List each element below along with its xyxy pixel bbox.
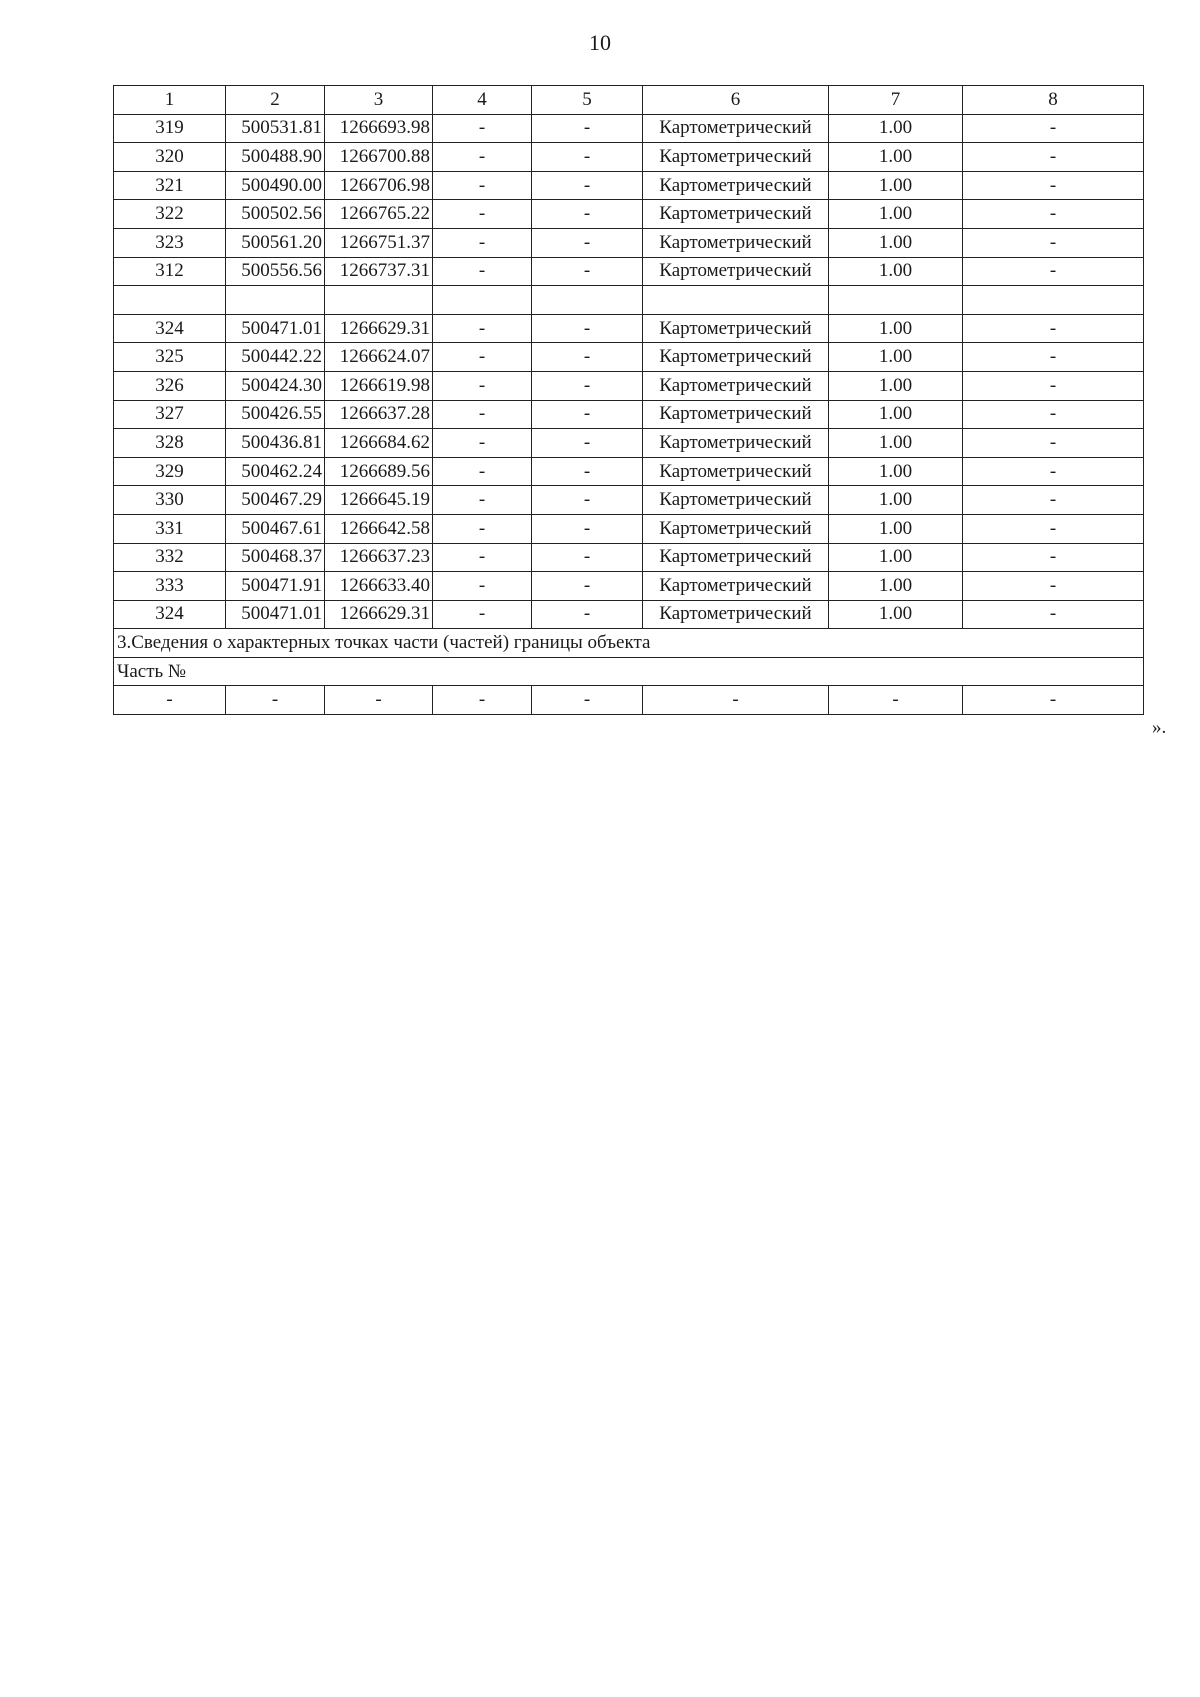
table-cell: - (532, 200, 643, 229)
table-header-row (114, 86, 1144, 115)
table-cell: 324 (114, 314, 226, 343)
part-label: Часть № (114, 657, 1144, 686)
table-cell: 500556.56 (226, 257, 325, 286)
table-cell: - (433, 114, 532, 143)
table-cell: - (532, 486, 643, 515)
table-cell: - (433, 343, 532, 372)
table-cell: - (433, 143, 532, 172)
table-cell: 1.00 (829, 543, 963, 572)
table-cell: 500471.01 (226, 600, 325, 629)
table-cell: Картометрический (643, 143, 829, 172)
table-cell (226, 286, 325, 315)
table-row (114, 257, 1144, 286)
table-cell: - (532, 228, 643, 257)
table-cell: 1266693.98 (325, 114, 433, 143)
column-number-cell: 1 (114, 86, 226, 115)
table-cell: 1266629.31 (325, 600, 433, 629)
table-cell: - (433, 543, 532, 572)
table-row (114, 514, 1144, 543)
table-cell: 1266645.19 (325, 486, 433, 515)
table-cell: - (963, 600, 1144, 629)
coordinates-table (113, 85, 1144, 715)
table-cell: Картометрический (643, 543, 829, 572)
table-cell: 1.00 (829, 200, 963, 229)
table-cell: Картометрический (643, 371, 829, 400)
table-cell: - (532, 314, 643, 343)
table-row (114, 171, 1144, 200)
table-cell: 1266706.98 (325, 171, 433, 200)
table-cell: 1266637.28 (325, 400, 433, 429)
table-cell (532, 286, 643, 315)
table-cell: 500488.90 (226, 143, 325, 172)
table-cell: - (963, 314, 1144, 343)
column-number-cell: 8 (963, 86, 1144, 115)
table-cell: 1266751.37 (325, 228, 433, 257)
table-cell: - (963, 371, 1144, 400)
closing-quote-mark: ». (1152, 717, 1167, 738)
table-cell: - (963, 457, 1144, 486)
table-cell: - (532, 400, 643, 429)
table-cell: 500471.91 (226, 572, 325, 601)
section-title-row (114, 629, 1144, 658)
table-row (114, 314, 1144, 343)
table-cell: - (963, 114, 1144, 143)
table-cell: - (226, 686, 325, 715)
table-cell: - (532, 171, 643, 200)
table-cell: - (532, 114, 643, 143)
table-cell: 1.00 (829, 429, 963, 458)
table-row (114, 286, 1144, 315)
table-cell: Картометрический (643, 200, 829, 229)
table-cell: 330 (114, 486, 226, 515)
table-cell: 500468.37 (226, 543, 325, 572)
table-cell (114, 286, 226, 315)
table-cell: Картометрический (643, 514, 829, 543)
table-cell: 332 (114, 543, 226, 572)
table-cell: 500471.01 (226, 314, 325, 343)
table-cell: 1266619.98 (325, 371, 433, 400)
table-cell: 328 (114, 429, 226, 458)
table-cell: - (963, 171, 1144, 200)
table-row (114, 600, 1144, 629)
table-cell: - (963, 686, 1144, 715)
table-cell: 500426.55 (226, 400, 325, 429)
table-cell: 319 (114, 114, 226, 143)
table-cell: - (325, 686, 433, 715)
table-cell: - (963, 543, 1144, 572)
table-cell: 1.00 (829, 171, 963, 200)
table-row (114, 543, 1144, 572)
table-cell: - (963, 228, 1144, 257)
table-cell: - (114, 686, 226, 715)
table-cell: 1.00 (829, 228, 963, 257)
table-cell (325, 286, 433, 315)
table-cell: 500424.30 (226, 371, 325, 400)
table-cell: 1.00 (829, 572, 963, 601)
table-cell: - (963, 572, 1144, 601)
table-cell: - (433, 257, 532, 286)
table-cell: 1266624.07 (325, 343, 433, 372)
table-cell: - (433, 686, 532, 715)
table-cell: - (532, 257, 643, 286)
table-cell: - (963, 486, 1144, 515)
table-cell: Картометрический (643, 343, 829, 372)
column-number-cell: 7 (829, 86, 963, 115)
table-cell: - (532, 572, 643, 601)
table-cell (963, 286, 1144, 315)
table-cell: Картометрический (643, 572, 829, 601)
table-cell (643, 286, 829, 315)
table-row (114, 429, 1144, 458)
table-cell: - (532, 457, 643, 486)
table-cell: - (433, 600, 532, 629)
table-cell: 1266765.22 (325, 200, 433, 229)
table-cell: - (433, 429, 532, 458)
table-cell: - (829, 686, 963, 715)
table-row (114, 457, 1144, 486)
column-number-cell: 5 (532, 86, 643, 115)
part-row (114, 686, 1144, 715)
column-number-cell: 2 (226, 86, 325, 115)
table-cell: - (532, 371, 643, 400)
table-cell: - (532, 429, 643, 458)
table-cell: - (963, 343, 1144, 372)
table-cell: 312 (114, 257, 226, 286)
table-cell: - (963, 514, 1144, 543)
table-cell: Картометрический (643, 486, 829, 515)
section-title: 3.Сведения о характерных точках части (частей) границы объекта (114, 629, 1144, 658)
table-cell: Картометрический (643, 257, 829, 286)
table-cell (433, 286, 532, 315)
table-cell: 1.00 (829, 400, 963, 429)
table-cell: - (963, 200, 1144, 229)
table-cell: 1266700.88 (325, 143, 433, 172)
table-cell: 500467.29 (226, 486, 325, 515)
part-label-row (114, 657, 1144, 686)
table-cell: 1266629.31 (325, 314, 433, 343)
table-cell: Картометрический (643, 429, 829, 458)
table-cell: 325 (114, 343, 226, 372)
table-cell: - (963, 400, 1144, 429)
table-row (114, 143, 1144, 172)
table-cell: 500467.61 (226, 514, 325, 543)
table-cell: 1.00 (829, 486, 963, 515)
table-cell: - (433, 171, 532, 200)
table-cell: - (433, 572, 532, 601)
table-cell: 1.00 (829, 457, 963, 486)
table-cell: - (433, 457, 532, 486)
table-cell: Картометрический (643, 171, 829, 200)
table-cell: 1.00 (829, 143, 963, 172)
table-cell: 500490.00 (226, 171, 325, 200)
table-cell: 1266737.31 (325, 257, 433, 286)
table-cell: Картометрический (643, 600, 829, 629)
table-cell: - (532, 686, 643, 715)
table-cell: 500436.81 (226, 429, 325, 458)
table-cell: - (532, 143, 643, 172)
table-cell: - (963, 257, 1144, 286)
table-cell: Картометрический (643, 457, 829, 486)
table-cell: 1266684.62 (325, 429, 433, 458)
table-cell: 500531.81 (226, 114, 325, 143)
table-cell: 500502.56 (226, 200, 325, 229)
table-cell: 1266637.23 (325, 543, 433, 572)
table-cell: - (532, 543, 643, 572)
table-cell: 1.00 (829, 257, 963, 286)
table-cell: - (532, 343, 643, 372)
table-cell: 327 (114, 400, 226, 429)
table-cell: 1.00 (829, 314, 963, 343)
table-cell: 331 (114, 514, 226, 543)
table-cell: 1.00 (829, 114, 963, 143)
table-cell: 320 (114, 143, 226, 172)
table-cell: 1.00 (829, 343, 963, 372)
table-row (114, 228, 1144, 257)
table-cell: 322 (114, 200, 226, 229)
table-row (114, 114, 1144, 143)
table-row (114, 371, 1144, 400)
column-number-cell: 3 (325, 86, 433, 115)
table-cell: 326 (114, 371, 226, 400)
table-cell: 1.00 (829, 371, 963, 400)
column-number-cell: 6 (643, 86, 829, 115)
table-cell: - (532, 514, 643, 543)
table-cell: - (643, 686, 829, 715)
table-cell: 1266633.40 (325, 572, 433, 601)
table-cell: - (433, 514, 532, 543)
table-cell: 321 (114, 171, 226, 200)
table-row (114, 400, 1144, 429)
table-cell: 500442.22 (226, 343, 325, 372)
table-cell: 324 (114, 600, 226, 629)
table-cell: - (532, 600, 643, 629)
column-number-cell: 4 (433, 86, 532, 115)
table-cell: - (963, 143, 1144, 172)
page-number: 10 (589, 30, 611, 55)
table-cell: 333 (114, 572, 226, 601)
table-cell: Картометрический (643, 228, 829, 257)
table-cell (829, 286, 963, 315)
table-cell: Картометрический (643, 114, 829, 143)
table-row (114, 343, 1144, 372)
table-cell: - (433, 314, 532, 343)
table-cell: 1.00 (829, 514, 963, 543)
table-cell: - (433, 400, 532, 429)
table-cell: - (963, 429, 1144, 458)
table-cell: 500462.24 (226, 457, 325, 486)
table-cell: - (433, 486, 532, 515)
table-cell: - (433, 371, 532, 400)
table-row (114, 486, 1144, 515)
table-cell: Картометрический (643, 314, 829, 343)
table-row (114, 572, 1144, 601)
table-cell: 1266642.58 (325, 514, 433, 543)
table-cell: 1.00 (829, 600, 963, 629)
table-cell: - (433, 228, 532, 257)
table-cell: 329 (114, 457, 226, 486)
table-row (114, 200, 1144, 229)
table-cell: 1266689.56 (325, 457, 433, 486)
table-cell: - (433, 200, 532, 229)
table-cell: 323 (114, 228, 226, 257)
table-cell: 500561.20 (226, 228, 325, 257)
table-cell: Картометрический (643, 400, 829, 429)
